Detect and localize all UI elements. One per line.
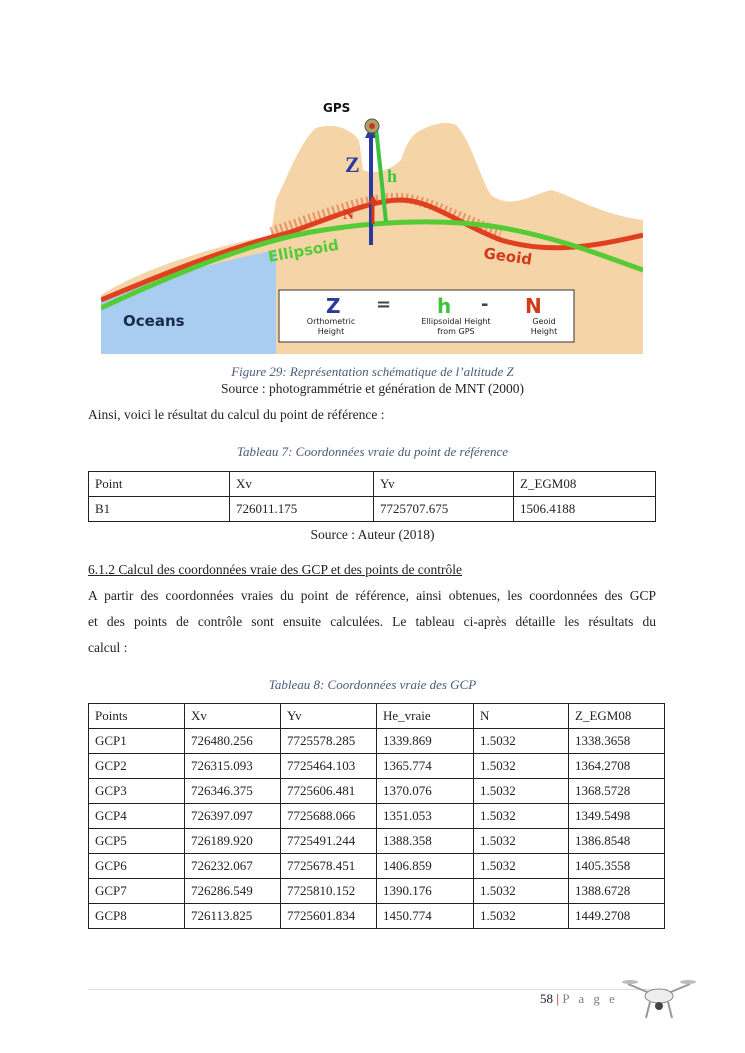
body-paragraph — [88, 583, 656, 661]
table-header: He_vraie — [377, 704, 474, 729]
table-cell: 1349.5498 — [569, 804, 665, 829]
h-desc-2: from GPS — [437, 327, 475, 336]
table-header-row — [89, 472, 656, 497]
table-cell: 726232.067 — [185, 854, 281, 879]
table-cell: 7725606.481 — [281, 779, 377, 804]
table-cell: 1.5032 — [474, 779, 569, 804]
table-cell: 7725578.285 — [281, 729, 377, 754]
table-header: Yv — [281, 704, 377, 729]
table-cell: 1406.859 — [377, 854, 474, 879]
table-cell: 726397.097 — [185, 804, 281, 829]
page-word: P a g e — [562, 991, 618, 1006]
table-cell: GCP1 — [89, 729, 185, 754]
table-cell: 1405.3558 — [569, 854, 665, 879]
table-cell: 1368.5728 — [569, 779, 665, 804]
table-cell: 1450.774 — [377, 904, 474, 929]
footer-divider — [88, 989, 668, 990]
table7-caption: Tableau 7: Coordonnées vraie du point de référence — [236, 444, 509, 459]
z-label: Z — [345, 152, 360, 177]
table-header: Point — [89, 472, 230, 497]
table-cell: GCP3 — [89, 779, 185, 804]
table-cell: 7725464.103 — [281, 754, 377, 779]
table-cell: 1388.358 — [377, 829, 474, 854]
table-cell: 7725678.451 — [281, 854, 377, 879]
table8 — [88, 703, 665, 929]
figure-caption: Figure 29: Représentation schématique de l’altitude Z — [231, 364, 514, 379]
table-row — [89, 497, 656, 522]
table-cell: 726346.375 — [185, 779, 281, 804]
h-desc-1: Ellipsoidal Height — [421, 317, 491, 326]
formula-minus: - — [481, 294, 489, 315]
table-cell: GCP6 — [89, 854, 185, 879]
table-cell: 7725688.066 — [281, 804, 377, 829]
table-cell: GCP4 — [89, 804, 185, 829]
table-row — [89, 804, 665, 829]
table-row — [89, 754, 665, 779]
table-cell: 1.5032 — [474, 854, 569, 879]
table-cell: 1338.3658 — [569, 729, 665, 754]
formula-z: Z — [326, 294, 341, 318]
page-separator: | — [556, 991, 560, 1006]
table-cell: 1.5032 — [474, 754, 569, 779]
geoid-label: Geoid — [482, 244, 534, 269]
table-cell: 1365.774 — [377, 754, 474, 779]
table-header: Z_EGM08 — [514, 472, 656, 497]
body-line: et des points de contrôle sont ensuite calculées. Le tableau ci-après détaille les résultats du — [88, 614, 656, 629]
table-row — [89, 779, 665, 804]
table-cell: 1506.4188 — [514, 497, 656, 522]
table-cell: 1.5032 — [474, 804, 569, 829]
formula-h: h — [437, 294, 452, 318]
table-row — [89, 904, 665, 929]
table-cell: GCP2 — [89, 754, 185, 779]
table-row — [89, 829, 665, 854]
table-header-row — [89, 704, 665, 729]
table-cell: 7725491.244 — [281, 829, 377, 854]
table-cell: 726315.093 — [185, 754, 281, 779]
table-cell: 1390.176 — [377, 879, 474, 904]
table-cell: 1351.053 — [377, 804, 474, 829]
table-header: Xv — [185, 704, 281, 729]
table-cell: 1.5032 — [474, 904, 569, 929]
intro-text: Ainsi, voici le résultat du calcul du point de référence : — [88, 407, 385, 422]
table-cell: 1.5032 — [474, 829, 569, 854]
table7-source: Source : Auteur (2018) — [310, 527, 435, 542]
table-cell: 7725707.675 — [374, 497, 514, 522]
table-cell: GCP7 — [89, 879, 185, 904]
n-desc-2: Height — [530, 327, 558, 336]
table-header: N — [474, 704, 569, 729]
drone-icon — [622, 972, 696, 1024]
table-cell: 1386.8548 — [569, 829, 665, 854]
table-cell: GCP5 — [89, 829, 185, 854]
table-cell: GCP8 — [89, 904, 185, 929]
section-heading: 6.1.2 Calcul des coordonnées vraie des GCP et des points de contrôle — [88, 562, 463, 577]
table-cell: 1388.6728 — [569, 879, 665, 904]
page-number-value: 58 — [540, 991, 553, 1006]
z-desc-2: Height — [317, 327, 345, 336]
table-cell: 726189.920 — [185, 829, 281, 854]
table-header: Z_EGM08 — [569, 704, 665, 729]
formula-n: N — [525, 294, 542, 318]
table-header: Xv — [230, 472, 374, 497]
altitude-diagram — [101, 100, 643, 354]
page-number — [540, 991, 618, 1007]
formula-eq: = — [376, 294, 392, 315]
n-desc-1: Geoid — [532, 317, 556, 326]
gps-label: GPS — [323, 101, 351, 115]
ellipsoid-label: Ellipsoid — [266, 235, 341, 266]
table-header: Points — [89, 704, 185, 729]
h-label: h — [387, 166, 398, 186]
table-cell: 1.5032 — [474, 879, 569, 904]
table-cell: 1449.2708 — [569, 904, 665, 929]
table-cell: 726286.549 — [185, 879, 281, 904]
table-cell: 726480.256 — [185, 729, 281, 754]
table-cell: 726113.825 — [185, 904, 281, 929]
body-line: calcul : — [88, 640, 128, 655]
table-row — [89, 879, 665, 904]
table-cell: 1370.076 — [377, 779, 474, 804]
table-cell: 7725810.152 — [281, 879, 377, 904]
table-header: Yv — [374, 472, 514, 497]
table-cell: 7725601.834 — [281, 904, 377, 929]
table-row — [89, 729, 665, 754]
oceans-label: Oceans — [123, 312, 185, 330]
n-label: N — [343, 207, 354, 223]
table-cell: 726011.175 — [230, 497, 374, 522]
table-row — [89, 854, 665, 879]
table8-caption: Tableau 8: Coordonnées vraie des GCP — [268, 677, 477, 692]
table-cell: 1.5032 — [474, 729, 569, 754]
table-cell: 1339.869 — [377, 729, 474, 754]
body-line: A partir des coordonnées vraies du point de référence, ainsi obtenues, les coordonnées des GCP — [88, 588, 656, 603]
table-cell: 1364.2708 — [569, 754, 665, 779]
z-desc-1: Orthometric — [306, 317, 356, 326]
figure-source: Source : photogrammétrie et génération de MNT (2000) — [220, 381, 525, 396]
table-cell: B1 — [89, 497, 230, 522]
table7 — [88, 471, 656, 522]
